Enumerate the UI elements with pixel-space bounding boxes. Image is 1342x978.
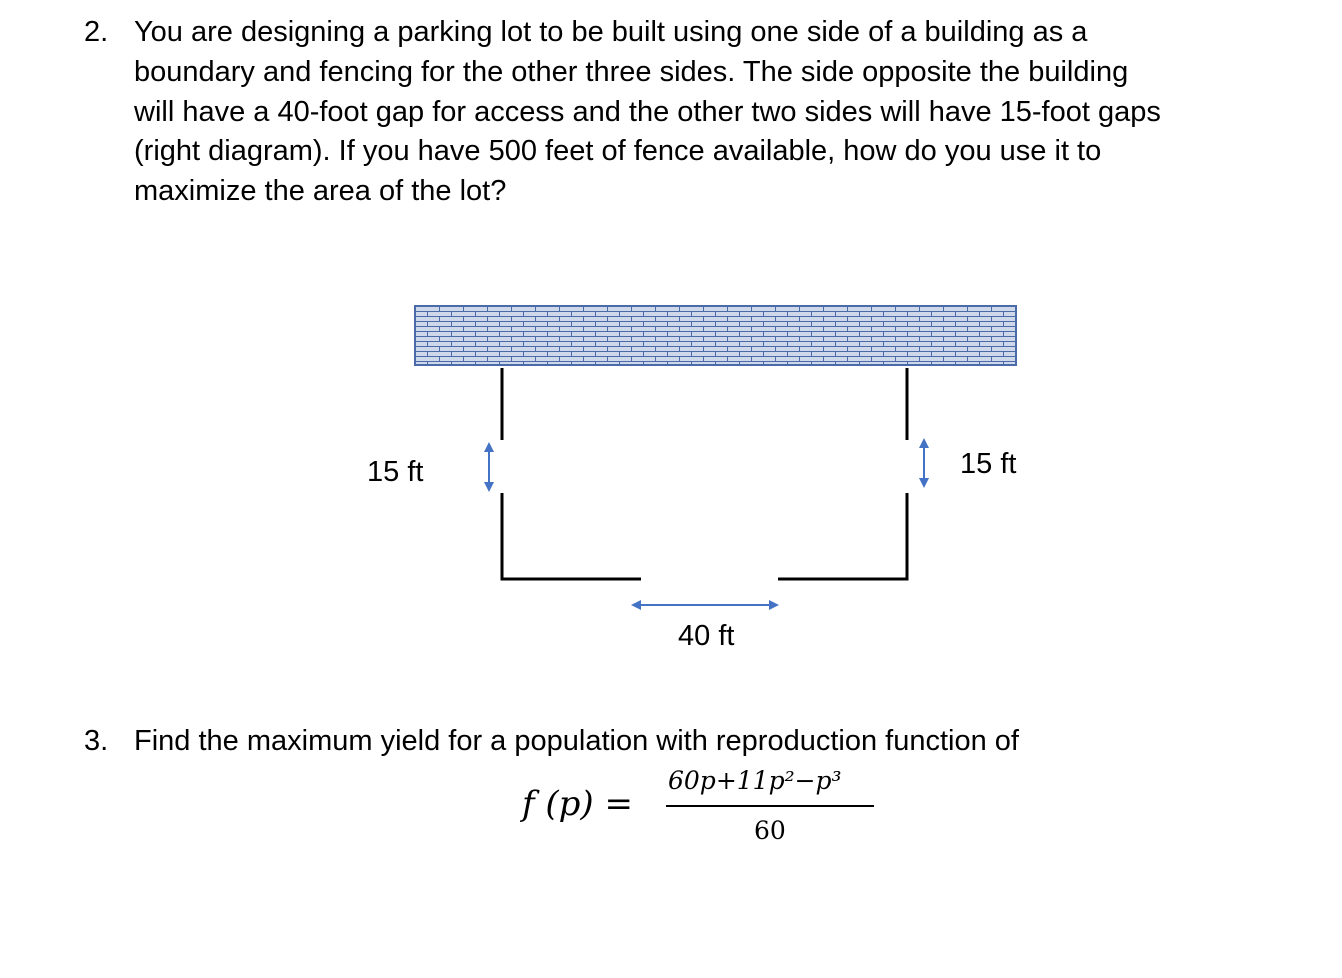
right-gap-label: 15 ft (960, 448, 1017, 480)
problem-2-line-5: maximize the area of the lot? (134, 175, 507, 207)
problem-2-line-1: You are designing a parking lot to be built using one side of a building as a (134, 16, 1088, 48)
problem-2-line-4: (right diagram). If you have 500 feet of fence available, how do you use it to (134, 135, 1102, 167)
problem-3-text: Find the maximum yield for a population with reproduction function of (134, 725, 1019, 757)
fence-right-lower (778, 493, 907, 579)
problem-2-number: 2. (84, 16, 109, 48)
fence (502, 368, 907, 579)
formula-lhs: f (p) = (522, 784, 633, 824)
problem-2-line-3: will have a 40-foot gap for access and the other two sides will have 15-foot gaps (134, 96, 1161, 128)
building-wall (415, 306, 1016, 365)
fence-left-lower (502, 493, 641, 579)
gap-arrows (489, 443, 924, 605)
formula-denominator: 60 (754, 816, 786, 845)
problem-3-number: 3. (84, 725, 109, 757)
fraction-bar (666, 805, 874, 807)
problem-2-line-2: boundary and fencing for the other three sides. The side opposite the building (134, 56, 1129, 88)
bottom-gap-label: 40 ft (678, 620, 735, 652)
formula-numerator: 60p+11p²−p³ (668, 766, 842, 795)
left-gap-label: 15 ft (367, 456, 424, 488)
